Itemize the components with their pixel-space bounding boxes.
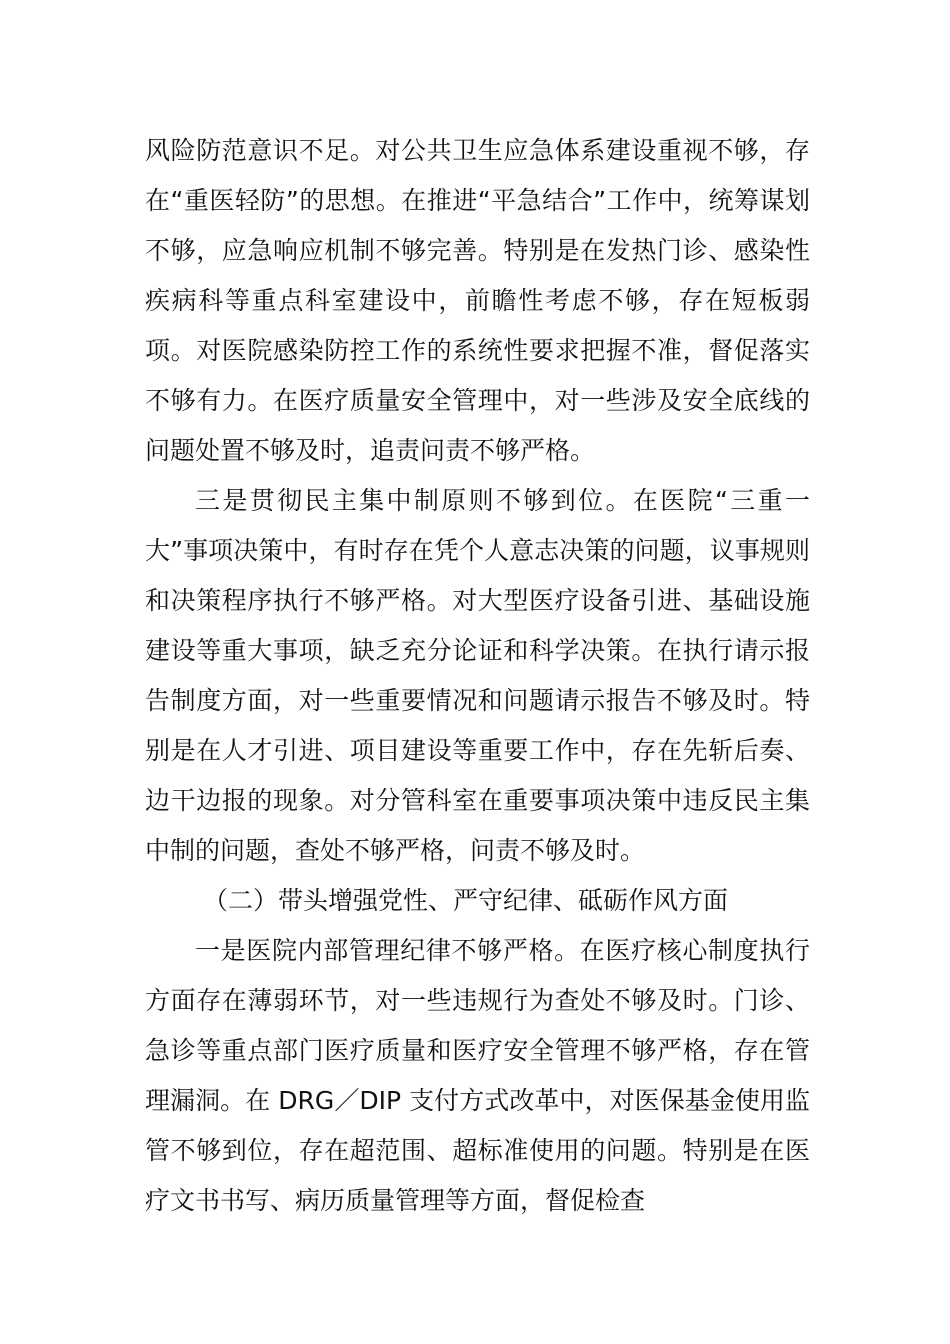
document-body: [145, 126, 810, 1226]
paragraph-internal-discipline: 一是医院内部管理纪律不够严格。在医疗核心制度执行方面存在薄弱环节，对一些违规行为查处不够及时。门诊、急诊等重点部门医疗质量和医疗安全管理不够严格，存在管理漏洞。在 DRG／DIP 支付方式改革中，对医保基金使用监管不够到位，存在超范围、超标准使用的问题。特别是在医疗文书书写、病历质量管理等方面，督促检查: [145, 936, 810, 1215]
section-heading: （二）带头增强党性、严守纪律、砥砺作风方面: [203, 886, 729, 915]
paragraph-risk-prevention: 风险防范意识不足。对公共卫生应急体系建设重视不够，存在“重医轻防”的思想。在推进“平急结合”工作中，统筹谋划不够，应急响应机制不够完善。特别是在发热门诊、感染性疾病科等重点科室建设中，前瞻性考虑不够，存在短板弱项。对医院感染防控工作的系统性要求把握不准，督促落实不够有力。在医疗质量安全管理中，对一些涉及安全底线的问题处置不够及时，追责问责不够严格。: [145, 136, 810, 465]
paragraph-democratic-centralism: 三是贯彻民主集中制原则不够到位。在医院“三重一大”事项决策中，有时存在凭个人意志决策的问题，议事规则和决策程序执行不够严格。对大型医疗设备引进、基础设施建设等重大事项，缺乏充分论证和科学决策。在执行请示报告制度方面，对一些重要情况和问题请示报告不够及时。特别是在人才引进、项目建设等重要工作中，存在先斩后奏、边干边报的现象。对分管科室在重要事项决策中违反民主集中制的问题，查处不够严格，问责不够及时。: [145, 486, 810, 865]
